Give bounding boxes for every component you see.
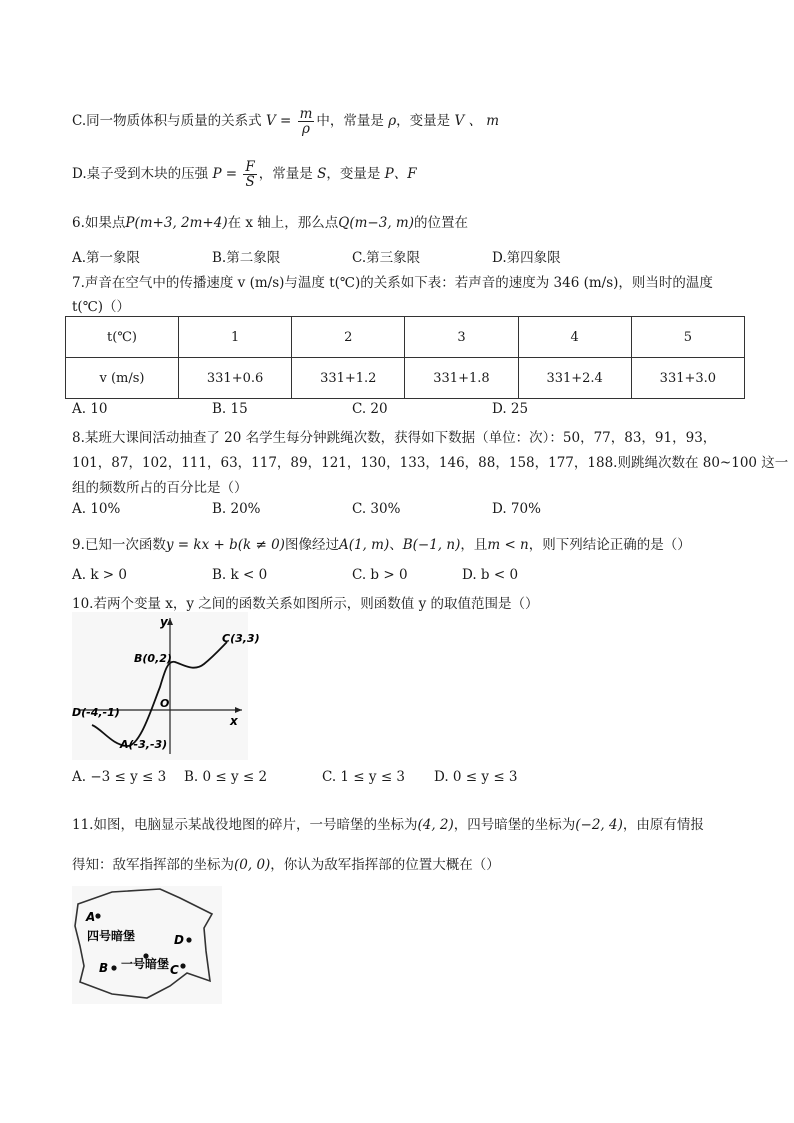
table-cell: 331+3.0	[631, 358, 744, 399]
q8-option-d: D. 70%	[492, 501, 541, 517]
table-cell: 1	[179, 317, 292, 358]
label-point-c: C(3,3)	[222, 632, 260, 645]
label-d: D	[174, 933, 184, 947]
q10-option-a: A. −3 ≤ y ≤ 3	[72, 769, 167, 785]
point-c	[180, 963, 185, 968]
point-d	[186, 937, 191, 942]
table-cell: 331+1.8	[405, 358, 518, 399]
q8-option-c: C. 30%	[352, 501, 401, 517]
q10-option-d: D. 0 ≤ y ≤ 3	[434, 769, 518, 785]
q7-option-a: A. 10	[72, 401, 108, 417]
q11-stem-line1: 11.如图，电脑显示某战役地图的碎片，一号暗堡的坐标为(4, 2)，四号暗堡的坐标为(−2, 4)，由原有情报	[72, 817, 704, 833]
q7-option-c: C. 20	[352, 401, 388, 417]
q8-stem-line2: 101，87，102，111，63，117，89，121，130，133，146，88，158，177，188.则跳绳次数在 80~100 这一	[72, 455, 789, 471]
label-c: C	[170, 963, 179, 977]
label-bunker1: 一号暗堡	[121, 957, 170, 971]
q6-option-c: C.第三象限	[352, 250, 421, 266]
q7-option-b: B. 15	[212, 401, 248, 417]
label-point-b: B(0,2)	[134, 652, 172, 665]
q6-option-d: D.第四象限	[492, 250, 561, 266]
table-cell: 331+0.6	[179, 358, 292, 399]
label-bunker4: 四号暗堡	[87, 929, 136, 943]
label-point-d: D(-4,-1)	[72, 706, 120, 719]
q9-option-d: D. b < 0	[462, 567, 519, 583]
q5-option-c: C.同一物质体积与质量的关系式 V = $\frac{m}{\rho}$ 中，常量是 ρ，变量是 V 、 m	[72, 106, 500, 138]
table-cell: 2	[292, 317, 405, 358]
fraction-m-over-rho: $\frac{m}{\rho}$	[299, 106, 313, 138]
q11-stem-line2: 得知：敌军指挥部的坐标为(0, 0)，你认为敌军指挥部的位置大概在（）	[72, 857, 500, 873]
q11-map-fragment	[72, 886, 222, 1004]
q9-option-a: A. k > 0	[72, 567, 127, 583]
q8-option-b: B. 20%	[212, 501, 261, 517]
q8-stem-line1: 8.某班大课间活动抽查了 20 名学生每分钟跳绳次数，获得如下数据（单位：次）：50，77，83，91，93，	[72, 430, 717, 446]
label-b: B	[99, 961, 109, 975]
table-cell: 331+2.4	[518, 358, 631, 399]
q10-option-b: B. 0 ≤ y ≤ 2	[184, 769, 268, 785]
q8-stem-line3: 组的频数所占的百分比是（）	[72, 480, 248, 496]
q8-option-a: A. 10%	[72, 501, 121, 517]
q10-function-graph	[72, 612, 260, 760]
q9-option-c: C. b > 0	[352, 567, 408, 583]
table-cell: 4	[518, 317, 631, 358]
label-y: y	[160, 615, 168, 629]
q7-option-d: D. 25	[492, 401, 529, 417]
table-row	[66, 358, 745, 399]
q7-table	[65, 316, 745, 399]
label-point-a: A(-3,-3)	[120, 738, 168, 751]
label-x: x	[230, 714, 238, 728]
table-cell: 5	[631, 317, 744, 358]
table-cell: v (m/s)	[66, 358, 179, 399]
label-origin: O	[160, 697, 170, 710]
q5-option-d: D.桌子受到木块的压强 P = $\frac{F}{S}$ ，常量是 S，变量是 P、F	[72, 159, 417, 191]
q6-option-b: B.第二象限	[212, 250, 281, 266]
q6-option-a: A.第一象限	[72, 250, 141, 266]
q9-stem: 9.已知一次函数y = kx + b(k ≠ 0)图像经过A(1, m)、B(−1, n)，且m < n，则下列结论正确的是（）	[72, 537, 691, 553]
q10-option-c: C. 1 ≤ y ≤ 3	[322, 769, 406, 785]
q7-stem-line2: t(℃)（）	[72, 299, 131, 315]
point-a	[95, 913, 100, 918]
table-cell: 331+1.2	[292, 358, 405, 399]
q10-stem: 10.若两个变量 x，y 之间的函数关系如图所示，则函数值 y 的取值范围是（）	[72, 596, 539, 612]
fraction-f-over-s: $\frac{F}{S}$	[245, 159, 255, 191]
q9-option-b: B. k < 0	[212, 567, 268, 583]
q6-stem: 6.如果点P(m+3, 2m+4)在 x 轴上，那么点Q(m−3, m)的位置在	[72, 215, 468, 231]
table-cell: 3	[405, 317, 518, 358]
table-row	[66, 317, 745, 358]
q7-stem-line1: 7.声音在空气中的传播速度 v (m/s)与温度 t(℃)的关系如下表：若声音的速度为 346 (m/s)，则当时的温度	[72, 275, 713, 291]
point-b	[111, 965, 116, 970]
table-cell: t(℃)	[66, 317, 179, 358]
label-a: A	[86, 910, 96, 924]
